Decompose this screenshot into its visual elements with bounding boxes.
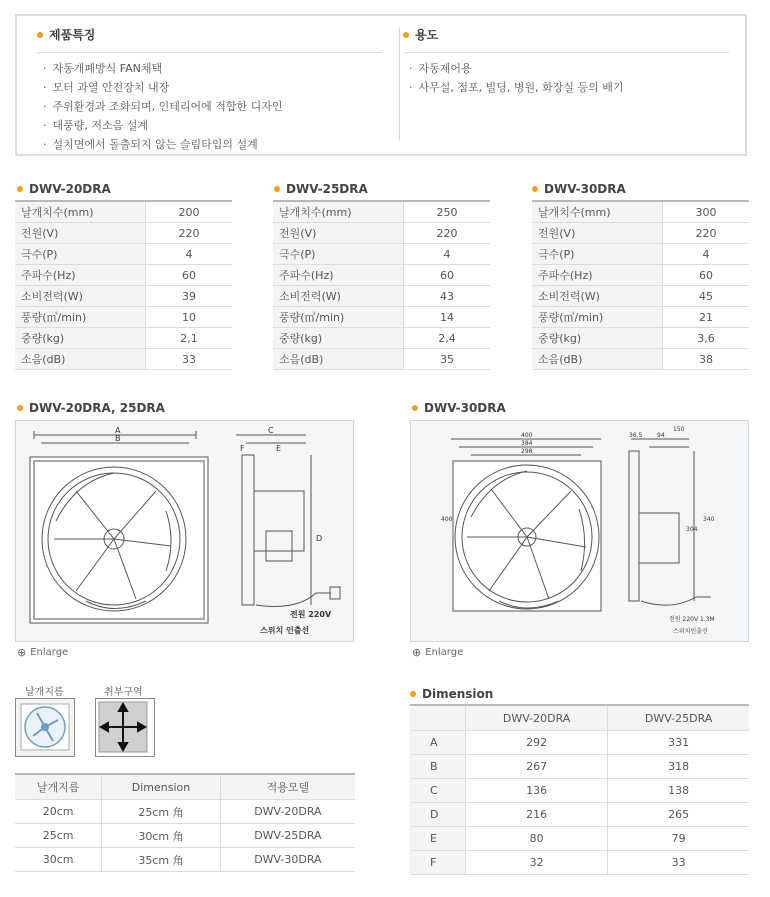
dim-365: 36.5 bbox=[629, 432, 643, 439]
dim-298: 298 bbox=[521, 448, 533, 455]
spec-table-30 bbox=[532, 200, 749, 370]
dim-384: 384 bbox=[521, 440, 533, 447]
usage-item: · 자동제어용 bbox=[403, 59, 729, 78]
install-area-label: 취부구역 bbox=[104, 687, 143, 698]
install-size-table: 날개지름 Dimension 적용모델 20cm 25cm 角 DWV-20DRA 25cm 30cm 角 DWV-25DRA 30cm 35cm 角 DWV-30DRA bbox=[15, 773, 355, 872]
table-row: 전원(V) 220 bbox=[532, 223, 749, 244]
spec-table-25 bbox=[273, 200, 490, 370]
table-row: 중량(kg) 2,1 bbox=[15, 328, 232, 349]
fan-drawing-30 bbox=[411, 421, 748, 641]
table-row: 주파수(Hz) 60 bbox=[15, 265, 232, 286]
table-row: F 32 33 bbox=[410, 851, 749, 875]
table-row: 소음(dB) 33 bbox=[15, 349, 232, 370]
spec-model-title: DWV-20DRA bbox=[29, 182, 111, 196]
bullet-dot-icon bbox=[403, 32, 409, 38]
features-column bbox=[37, 26, 382, 154]
table-row: 소비전력(W) 39 bbox=[15, 286, 232, 307]
power-label: 전원 220V bbox=[290, 610, 332, 619]
drawing-title-right: DWV-30DRA bbox=[424, 401, 506, 415]
table-row: E 80 79 bbox=[410, 827, 749, 851]
features-title: 제품특징 bbox=[49, 28, 96, 42]
feature-item: · 설치면에서 돌출되지 않는 슬림타입의 설계 bbox=[37, 135, 382, 154]
dim-label-c: C bbox=[268, 426, 274, 435]
table-row: 극수(P) 4 bbox=[532, 244, 749, 265]
table-row: 소음(dB) 35 bbox=[273, 349, 490, 370]
table-row: 풍량(㎥/min) 14 bbox=[273, 307, 490, 328]
dim-label-e: E bbox=[276, 444, 282, 453]
table-row: 25cm 30cm 角 DWV-25DRA bbox=[15, 824, 355, 848]
dimension-title: Dimension bbox=[422, 687, 494, 701]
drawing-left[interactable] bbox=[15, 420, 354, 642]
spec-table-20 bbox=[15, 200, 232, 370]
feature-item: · 주위환경과 조화되며, 인테리어에 적합한 디자인 bbox=[37, 97, 382, 116]
table-row: 소음(dB) 38 bbox=[532, 349, 749, 370]
table-row: 30cm 35cm 角 DWV-30DRA bbox=[15, 848, 355, 872]
dim-304: 304 bbox=[686, 526, 698, 533]
enlarge-link-right[interactable]: ⊕ Enlarge bbox=[412, 646, 464, 659]
enlarge-link-left[interactable]: ⊕ Enlarge bbox=[17, 646, 69, 659]
spec-model-title: DWV-25DRA bbox=[286, 182, 368, 196]
dim-label-d: D bbox=[316, 534, 323, 543]
dim-label-a: A bbox=[115, 426, 121, 435]
usage-item: · 사무실, 점포, 빌딩, 병원, 화장실 등의 배기 bbox=[403, 78, 729, 97]
dimension-table: DWV-20DRA DWV-25DRA A 292 331 B 267 318 C 136 138 D 216 265 E 80 79 F 32 33 bbox=[410, 704, 749, 875]
bullet-dot-icon bbox=[410, 691, 416, 697]
switch-label: 스위치인출선 bbox=[673, 628, 708, 635]
table-row: 20cm 25cm 角 DWV-20DRA bbox=[15, 800, 355, 824]
table-row: D 216 265 bbox=[410, 803, 749, 827]
table-row: 날개치수(mm) 300 bbox=[532, 201, 749, 223]
spec-model-title: DWV-30DRA bbox=[544, 182, 626, 196]
dim-400: 400 bbox=[521, 432, 533, 439]
table-row: 전원(V) 220 bbox=[273, 223, 490, 244]
bullet-dot-icon bbox=[17, 405, 23, 411]
table-row: C 136 138 bbox=[410, 779, 749, 803]
dim-label-f: F bbox=[240, 444, 245, 453]
table-row: 극수(P) 4 bbox=[273, 244, 490, 265]
table-row: 전원(V) 220 bbox=[15, 223, 232, 244]
dim-label-b: B bbox=[115, 434, 121, 443]
feature-item: · 자동개폐방식 FAN채택 bbox=[37, 59, 382, 78]
dim-400-vertical: 400 bbox=[441, 516, 453, 523]
table-row: 중량(kg) 2,4 bbox=[273, 328, 490, 349]
table-row: 중량(kg) 3,6 bbox=[532, 328, 749, 349]
table-row: 소비전력(W) 43 bbox=[273, 286, 490, 307]
table-row: 극수(P) 4 bbox=[15, 244, 232, 265]
fan-drawing-20-25 bbox=[16, 421, 353, 641]
zoom-in-icon: ⊕ bbox=[412, 646, 422, 659]
install-diagram bbox=[15, 698, 155, 758]
drawing-right[interactable] bbox=[410, 420, 749, 642]
table-row: 주파수(Hz) 60 bbox=[273, 265, 490, 286]
bullet-dot-icon bbox=[532, 186, 538, 192]
dim-340: 340 bbox=[703, 516, 715, 523]
feature-item: · 대풍량, 저소음 설계 bbox=[37, 116, 382, 135]
feature-item: · 모터 과열 안전장치 내장 bbox=[37, 78, 382, 97]
drawing-title-left: DWV-20DRA, 25DRA bbox=[29, 401, 165, 415]
bullet-dot-icon bbox=[37, 32, 43, 38]
dim-94: 94 bbox=[657, 432, 665, 439]
divider bbox=[399, 28, 400, 140]
switch-label: 스위치 인출선 bbox=[260, 626, 310, 635]
dim-150: 150 bbox=[673, 426, 685, 433]
bullet-dot-icon bbox=[17, 186, 23, 192]
power-label: 전원 220V 1.3M bbox=[669, 616, 715, 623]
usage-title: 용도 bbox=[415, 28, 439, 42]
table-row: 주파수(Hz) 60 bbox=[532, 265, 749, 286]
bullet-dot-icon bbox=[412, 405, 418, 411]
table-row: 풍량(㎥/min) 21 bbox=[532, 307, 749, 328]
table-row: 풍량(㎥/min) 10 bbox=[15, 307, 232, 328]
usage-column bbox=[403, 26, 729, 97]
blade-diameter-label: 날개지름 bbox=[25, 687, 64, 698]
table-row: B 267 318 bbox=[410, 755, 749, 779]
table-row: 날개치수(mm) 200 bbox=[15, 201, 232, 223]
usage-list bbox=[403, 59, 729, 97]
bullet-dot-icon bbox=[274, 186, 280, 192]
table-row: 소비전력(W) 45 bbox=[532, 286, 749, 307]
features-list bbox=[37, 59, 382, 154]
table-row: A 292 331 bbox=[410, 731, 749, 755]
features-box bbox=[15, 14, 747, 156]
zoom-in-icon: ⊕ bbox=[17, 646, 27, 659]
table-row: 날개치수(mm) 250 bbox=[273, 201, 490, 223]
